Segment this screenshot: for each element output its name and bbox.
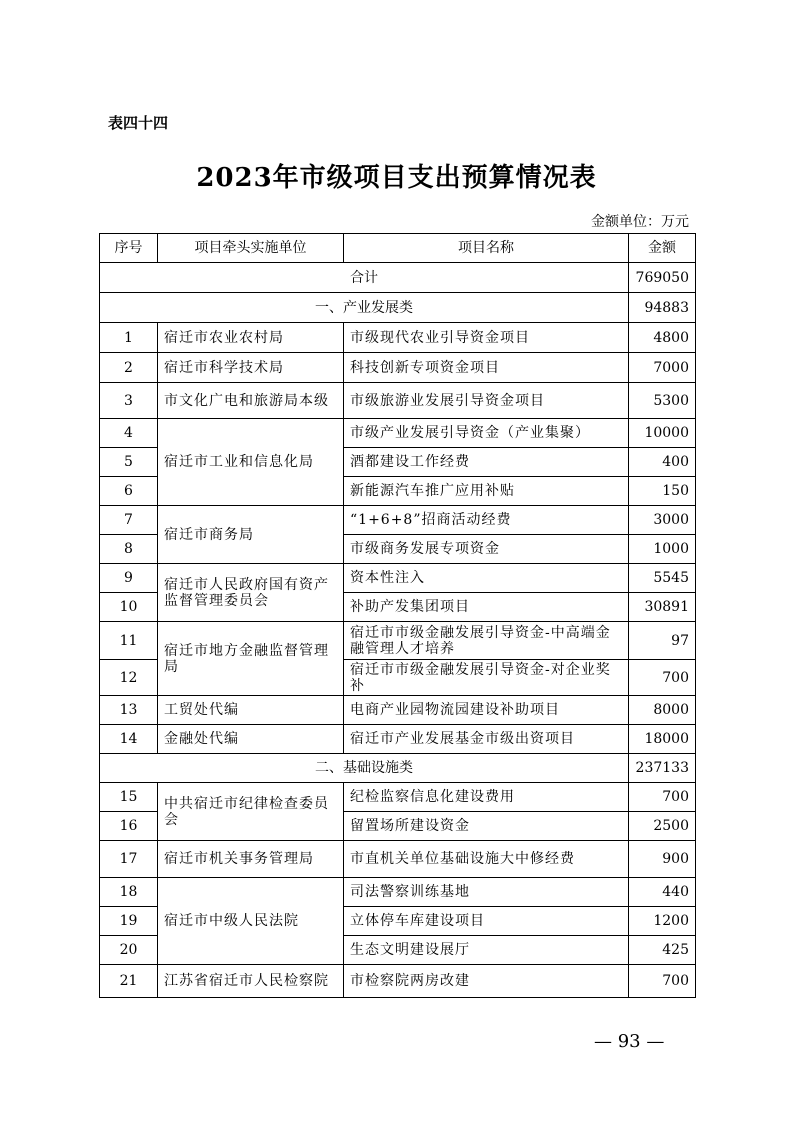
row-unit: 宿迁市农业农村局 [158,323,344,353]
row-unit: 宿迁市人民政府国有资产监督管理委员会 [158,564,344,622]
table-row [100,323,696,353]
row-project: 新能源汽车推广应用补贴 [344,477,629,506]
row-amount: 440 [629,878,696,907]
table-row [100,841,696,878]
table-row [100,419,696,448]
row-amount: 2500 [629,812,696,841]
table-row [100,965,696,998]
row-unit: 宿迁市科学技术局 [158,353,344,383]
page-number: — 93 — [594,1031,665,1052]
row-project: 纪检监察信息化建设费用 [344,783,629,812]
table-row [100,622,696,660]
row-amount: 4800 [629,323,696,353]
row-seq: 12 [100,660,158,696]
table-row [100,783,696,812]
row-amount: 7000 [629,353,696,383]
table-row [100,353,696,383]
row-amount: 700 [629,783,696,812]
row-project: 补助产发集团项目 [344,593,629,622]
row-amount: 30891 [629,593,696,622]
row-seq: 21 [100,965,158,998]
row-seq: 10 [100,593,158,622]
row-amount: 8000 [629,696,696,725]
row-project: 司法警察训练基地 [344,878,629,907]
row-project: “1+6+8”招商活动经费 [344,506,629,535]
row-project: 宿迁市市级金融发展引导资金-对企业奖补 [344,660,629,696]
row-seq: 17 [100,841,158,878]
row-seq: 18 [100,878,158,907]
row-project: 市检察院两房改建 [344,965,629,998]
row-amount: 700 [629,965,696,998]
section-label: 一、产业发展类 [100,293,629,323]
row-project: 留置场所建设资金 [344,812,629,841]
row-project: 生态文明建设展厅 [344,936,629,965]
row-unit: 金融处代编 [158,725,344,754]
row-amount: 5300 [629,383,696,419]
header-row [100,234,696,263]
table-row [100,725,696,754]
page-title: 2023年市级项目支出预算情况表 [196,163,597,193]
row-seq: 5 [100,448,158,477]
row-amount: 900 [629,841,696,878]
row-seq: 6 [100,477,158,506]
row-seq: 16 [100,812,158,841]
row-project: 宿迁市产业发展基金市级出资项目 [344,725,629,754]
row-amount: 1000 [629,535,696,564]
row-project: 电商产业园物流园建设补助项目 [344,696,629,725]
table-row [100,506,696,535]
row-unit: 中共宿迁市纪律检查委员会 [158,783,344,841]
row-unit: 宿迁市机关事务管理局 [158,841,344,878]
section-row [100,293,696,323]
row-project: 市直机关单位基础设施大中修经费 [344,841,629,878]
row-amount: 400 [629,448,696,477]
row-seq: 15 [100,783,158,812]
row-unit: 宿迁市工业和信息化局 [158,419,344,506]
section-amount: 237133 [629,754,696,783]
table-row [100,878,696,907]
row-seq: 4 [100,419,158,448]
row-seq: 13 [100,696,158,725]
header-unit: 项目牵头实施单位 [158,234,344,263]
header-seq: 序号 [100,234,158,263]
row-amount: 97 [629,622,696,660]
row-seq: 19 [100,907,158,936]
row-amount: 700 [629,660,696,696]
row-project: 市级现代农业引导资金项目 [344,323,629,353]
row-project: 资本性注入 [344,564,629,593]
row-unit: 宿迁市中级人民法院 [158,878,344,965]
row-seq: 14 [100,725,158,754]
row-seq: 7 [100,506,158,535]
row-project: 市级产业发展引导资金（产业集聚） [344,419,629,448]
row-amount: 18000 [629,725,696,754]
row-project: 宿迁市市级金融发展引导资金-中高端金融管理人才培养 [344,622,629,660]
row-unit: 市文化广电和旅游局本级 [158,383,344,419]
row-seq: 11 [100,622,158,660]
total-row [100,263,696,293]
row-seq: 1 [100,323,158,353]
row-seq: 20 [100,936,158,965]
table-row [100,564,696,593]
table-row [100,383,696,419]
total-label: 合计 [100,263,629,293]
row-project: 科技创新专项资金项目 [344,353,629,383]
amount-unit-note: 金额单位：万元 [591,214,689,230]
row-project: 市级旅游业发展引导资金项目 [344,383,629,419]
header-amount: 金额 [629,234,696,263]
total-amount: 769050 [629,263,696,293]
budget-table [99,233,696,998]
row-seq: 9 [100,564,158,593]
table-label: 表四十四 [108,114,169,132]
header-project: 项目名称 [344,234,629,263]
section-label: 二、基础设施类 [100,754,629,783]
row-amount: 425 [629,936,696,965]
section-amount: 94883 [629,293,696,323]
row-seq: 2 [100,353,158,383]
row-amount: 150 [629,477,696,506]
row-seq: 8 [100,535,158,564]
row-amount: 10000 [629,419,696,448]
row-unit: 宿迁市商务局 [158,506,344,564]
row-amount: 5545 [629,564,696,593]
row-project: 立体停车库建设项目 [344,907,629,936]
row-unit: 工贸处代编 [158,696,344,725]
row-seq: 3 [100,383,158,419]
row-amount: 3000 [629,506,696,535]
row-project: 酒都建设工作经费 [344,448,629,477]
row-amount: 1200 [629,907,696,936]
row-unit: 宿迁市地方金融监督管理局 [158,622,344,696]
row-project: 市级商务发展专项资金 [344,535,629,564]
row-unit: 江苏省宿迁市人民检察院 [158,965,344,998]
table-row [100,696,696,725]
section-row [100,754,696,783]
